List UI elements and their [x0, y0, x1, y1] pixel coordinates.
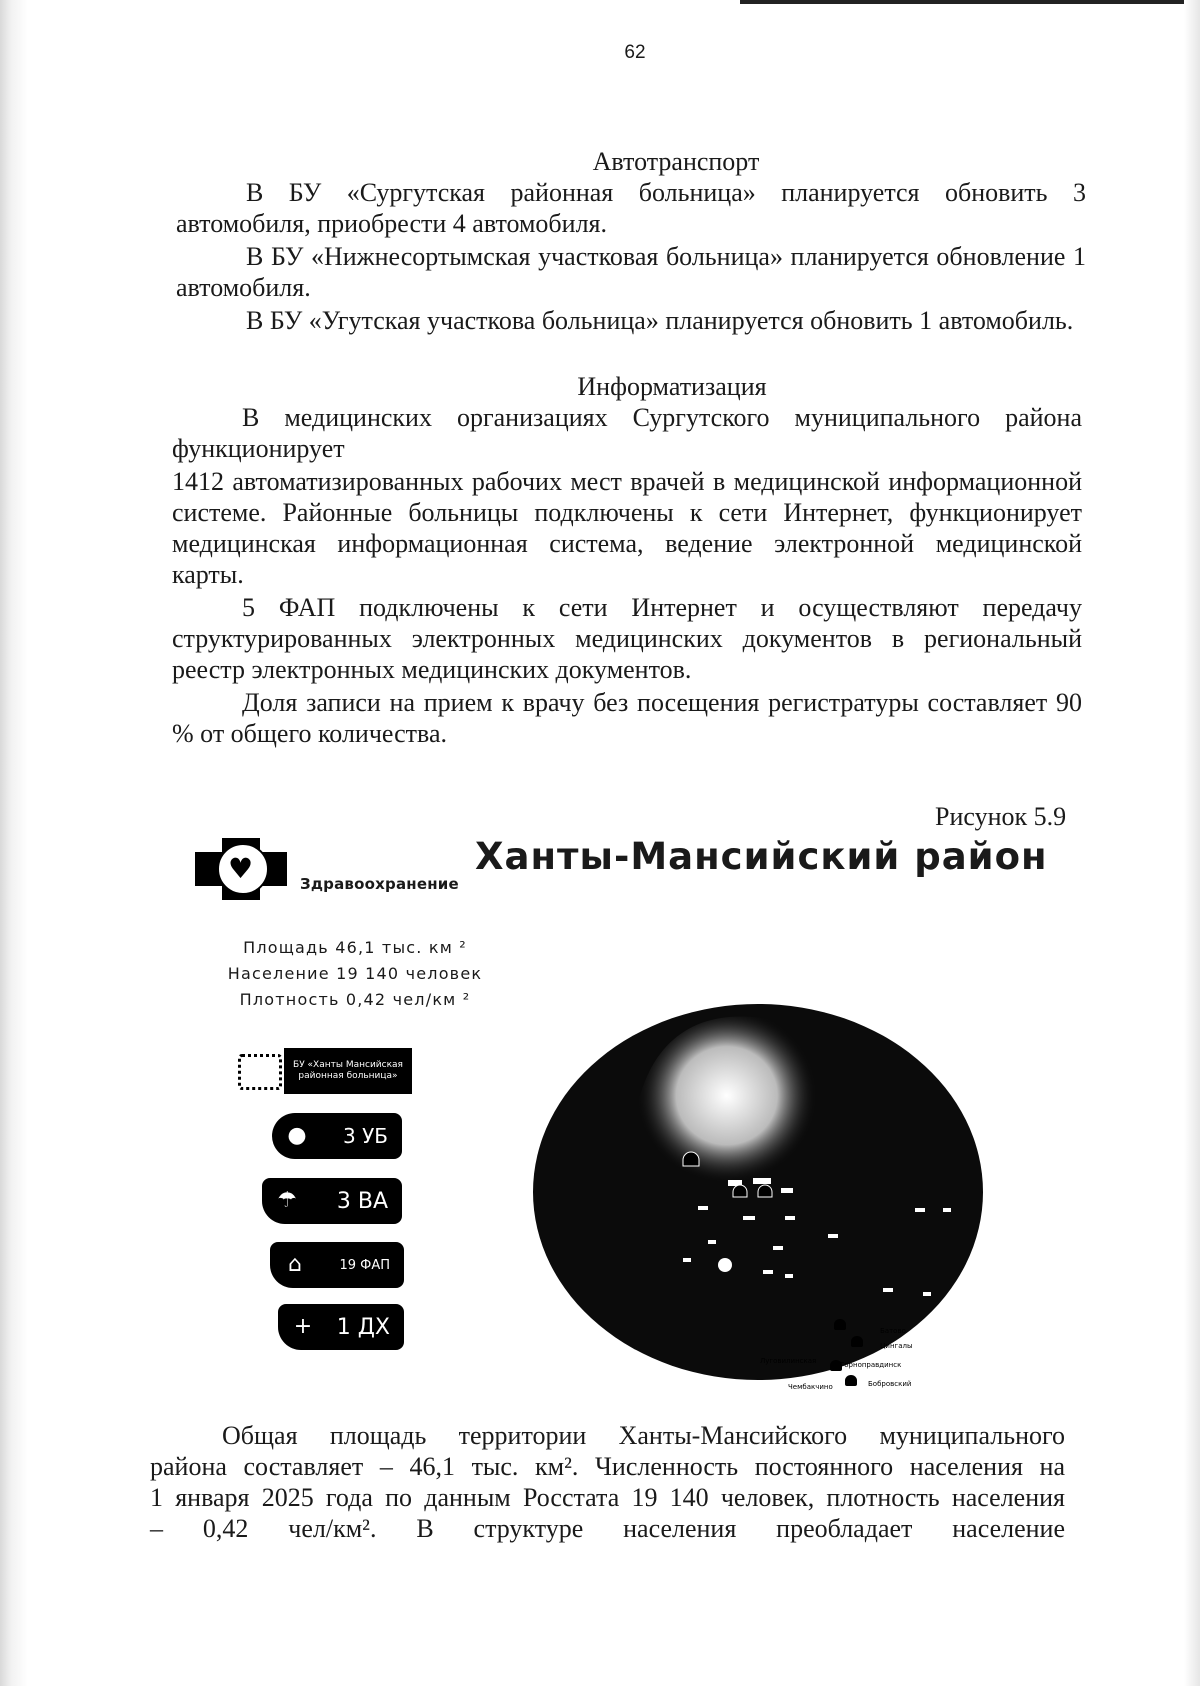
cross-icon: +	[293, 1314, 313, 1339]
hospital-bulb-icon: ●	[287, 1123, 307, 1148]
transport-paragraph-1: В БУ «Сургутская районная больница» планируется обновить 3 автомобиля, приобрести 4 автомобиля.	[176, 178, 1086, 238]
place-tsingaly: Цингалы	[880, 1342, 913, 1350]
infographic-figure	[190, 830, 1090, 1390]
badge-fap-label: 19 ФАП	[339, 1257, 390, 1273]
hospital-building-icon	[238, 1054, 282, 1090]
map-pin-icon	[851, 1336, 863, 1347]
place-gornopravdinsk: Горноправдинск	[840, 1361, 902, 1369]
scan-shadow-right	[1184, 0, 1200, 1686]
map-pin-icon	[834, 1319, 846, 1330]
place-chembakchino: Чембакчино	[788, 1383, 833, 1391]
logo-caption: Здравоохранение	[300, 875, 459, 893]
place-lugofilinskaya: Луговилинская	[760, 1357, 817, 1365]
healthcare-logo-icon: ♥	[195, 838, 287, 900]
place-bobrovskiy: Бобровский	[868, 1380, 912, 1388]
informatization-paragraph-3: Доля записи на прием к врачу без посещения регистратуры составляет 90 % от общего количества.	[172, 688, 1082, 748]
district-map	[523, 1002, 1023, 1400]
house-icon: ⌂	[288, 1252, 302, 1277]
badge-ub-label: 3 УБ	[343, 1124, 388, 1148]
place-batovo: Батово	[880, 1327, 906, 1335]
clinic-icon: ☂	[277, 1188, 297, 1213]
scan-edge-top	[740, 0, 1200, 4]
figure-title: Ханты-Мансийский район	[475, 835, 1048, 878]
informatization-paragraph-2: 5 ФАП подключены к сети Интернет и осуществляют передачу структурированных электронных медицинских документов в региональный реестр электронных медицинских документов.	[172, 593, 1082, 684]
badge-house-church	[278, 1304, 404, 1350]
bottom-line-3: 1 января 2025 года по данным Росстата 19 140 человек, плотность населения	[150, 1483, 1065, 1512]
bottom-line-4: – 0,42 чел/км². В структуре населения преобладает население	[150, 1514, 1065, 1543]
transport-section	[176, 146, 1086, 338]
informatization-paragraph-1b: 1412 автоматизированных рабочих мест врачей в медицинской информационной системе. Районные больницы подключены к сети Интернет, функционирует медицинская информационная система, ведение электронной медицинской карты.	[172, 467, 1082, 589]
map-pin-icon	[845, 1375, 857, 1386]
transport-heading: Автотранспорт	[592, 147, 760, 176]
scan-shadow-left	[0, 0, 28, 1686]
badge-district-hospitals	[272, 1113, 402, 1159]
informatization-heading: Информатизация	[577, 372, 767, 401]
badge-va-label: 3 ВА	[336, 1188, 388, 1214]
informatization-section	[172, 371, 1082, 751]
figure-label: Рисунок 5.9	[935, 802, 1067, 831]
stat-population: Население 19 140 человек	[227, 964, 483, 983]
stat-area: Площадь 46,1 тыс. км ²	[243, 938, 467, 957]
page-number: 62	[624, 42, 646, 63]
transport-paragraph-3: В БУ «Угутская участкова больница» планируется обновить 1 автомобиль.	[246, 306, 1074, 335]
hospital-badge	[238, 1048, 413, 1094]
stat-density: Плотность 0,42 чел/км ²	[239, 990, 471, 1009]
badge-feldsher-posts	[270, 1242, 404, 1288]
transport-paragraph-2: В БУ «Нижнесортымская участковая больница» планируется обновление 1 автомобиля.	[176, 242, 1086, 302]
bottom-paragraph	[150, 1420, 1065, 1544]
badge-dh-label: 1 ДХ	[336, 1314, 390, 1340]
bottom-line-2: района составляет – 46,1 тыс. км². Численность постоянного населения на	[150, 1452, 1065, 1481]
district-stats	[190, 935, 520, 1013]
informatization-paragraph-1a: В медицинских организациях Сургутского муниципального района функционирует	[172, 403, 1082, 463]
bottom-line-1: Общая площадь территории Ханты-Мансийского муниципального	[222, 1421, 1065, 1450]
hospital-name: БУ «Ханты Мансийская районная больница»	[284, 1048, 412, 1094]
badge-outpatient-clinics	[262, 1178, 402, 1224]
